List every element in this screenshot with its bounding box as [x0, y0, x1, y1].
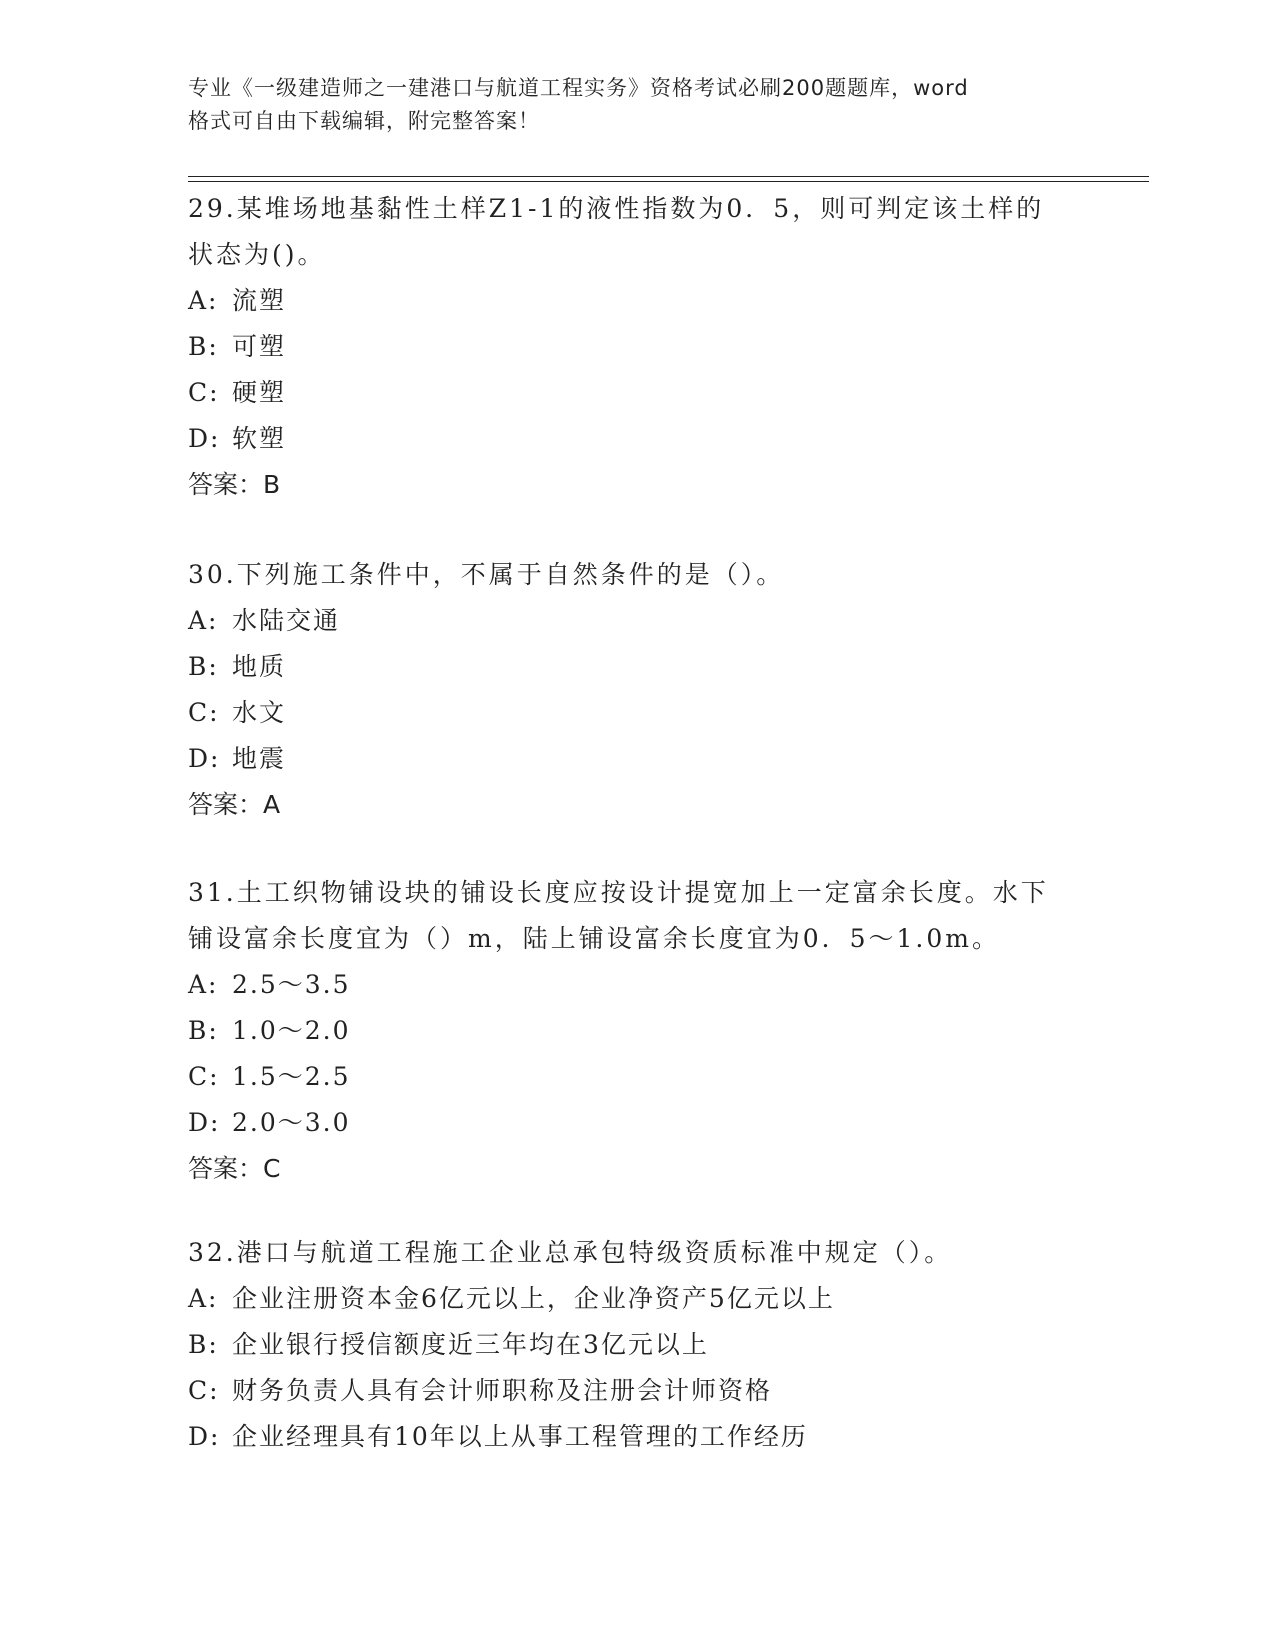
option-key: D:: [188, 424, 221, 453]
option-d: [188, 416, 1068, 462]
option-d: [188, 1100, 1068, 1146]
option-text: 1.5～2.5: [232, 1062, 351, 1091]
option-c: [188, 370, 1068, 416]
question-32: [188, 1230, 1068, 1460]
option-text: 硬塑: [232, 378, 287, 407]
option-text: 软塑: [232, 424, 287, 453]
option-c: [188, 690, 1068, 736]
option-a: [188, 962, 1068, 1008]
option-text: 流塑: [232, 286, 287, 315]
option-key: A:: [188, 970, 219, 999]
header-divider-bottom: [188, 181, 1149, 182]
option-key: B:: [188, 1016, 219, 1045]
option-key: C:: [188, 1376, 220, 1405]
option-key: D:: [188, 1422, 221, 1451]
option-key: C:: [188, 1062, 220, 1091]
option-text: 2.0～3.0: [232, 1108, 351, 1137]
option-key: A:: [188, 606, 219, 635]
question-stem: 29.某堆场地基黏性土样Z1-1的液性指数为0．5，则可判定该土样的状态为()。: [188, 194, 1045, 269]
option-text: 水陆交通: [232, 606, 341, 635]
answer-line: 答案：A: [188, 790, 281, 819]
question-stem: 30.下列施工条件中，不属于自然条件的是（）。: [188, 560, 785, 589]
header-line-2: 格式可自由下载编辑，附完整答案！: [188, 109, 540, 133]
option-c: [188, 1054, 1068, 1100]
option-b: [188, 1008, 1068, 1054]
option-c: [188, 1368, 1068, 1414]
option-text: 1.0～2.0: [232, 1016, 351, 1045]
header-line-1: 专业《一级建造师之一建港口与航道工程实务》资格考试必刷200题题库，word: [188, 76, 969, 100]
option-a: [188, 278, 1068, 324]
option-b: [188, 644, 1068, 690]
option-key: B:: [188, 1330, 219, 1359]
option-text: 地质: [232, 652, 287, 681]
header-divider-top: [188, 176, 1149, 177]
question-29: [188, 186, 1068, 508]
option-key: D:: [188, 744, 221, 773]
option-text: 水文: [232, 698, 287, 727]
answer-line: 答案：C: [188, 1154, 281, 1183]
question-31: [188, 870, 1068, 1192]
answer-line: 答案：B: [188, 470, 281, 499]
option-text: 企业经理具有10年以上从事工程管理的工作经历: [232, 1422, 808, 1451]
option-text: 2.5～3.5: [232, 970, 351, 999]
question-30: [188, 552, 1068, 828]
option-key: C:: [188, 378, 220, 407]
option-a: [188, 1276, 1068, 1322]
option-text: 财务负责人具有会计师职称及注册会计师资格: [232, 1376, 773, 1405]
option-b: [188, 324, 1068, 370]
option-key: A:: [188, 286, 219, 315]
option-a: [188, 598, 1068, 644]
option-text: 可塑: [232, 332, 287, 361]
document-header: [188, 72, 1068, 138]
option-key: B:: [188, 652, 219, 681]
option-text: 地震: [232, 744, 287, 773]
option-key: A:: [188, 1284, 219, 1313]
option-d: [188, 1414, 1068, 1460]
option-key: C:: [188, 698, 220, 727]
question-stem: 32.港口与航道工程施工企业总承包特级资质标准中规定（）。: [188, 1238, 953, 1267]
option-text: 企业注册资本金6亿元以上，企业净资产5亿元以上: [232, 1284, 835, 1313]
option-d: [188, 736, 1068, 782]
question-stem: 31.土工织物铺设块的铺设长度应按设计提宽加上一定富余长度。水下铺设富余长度宜为（）m，陆上铺设富余长度宜为0．5～1.0m。: [188, 878, 1049, 953]
option-b: [188, 1322, 1068, 1368]
option-text: 企业银行授信额度近三年均在3亿元以上: [232, 1330, 709, 1359]
option-key: D:: [188, 1108, 221, 1137]
option-key: B:: [188, 332, 219, 361]
